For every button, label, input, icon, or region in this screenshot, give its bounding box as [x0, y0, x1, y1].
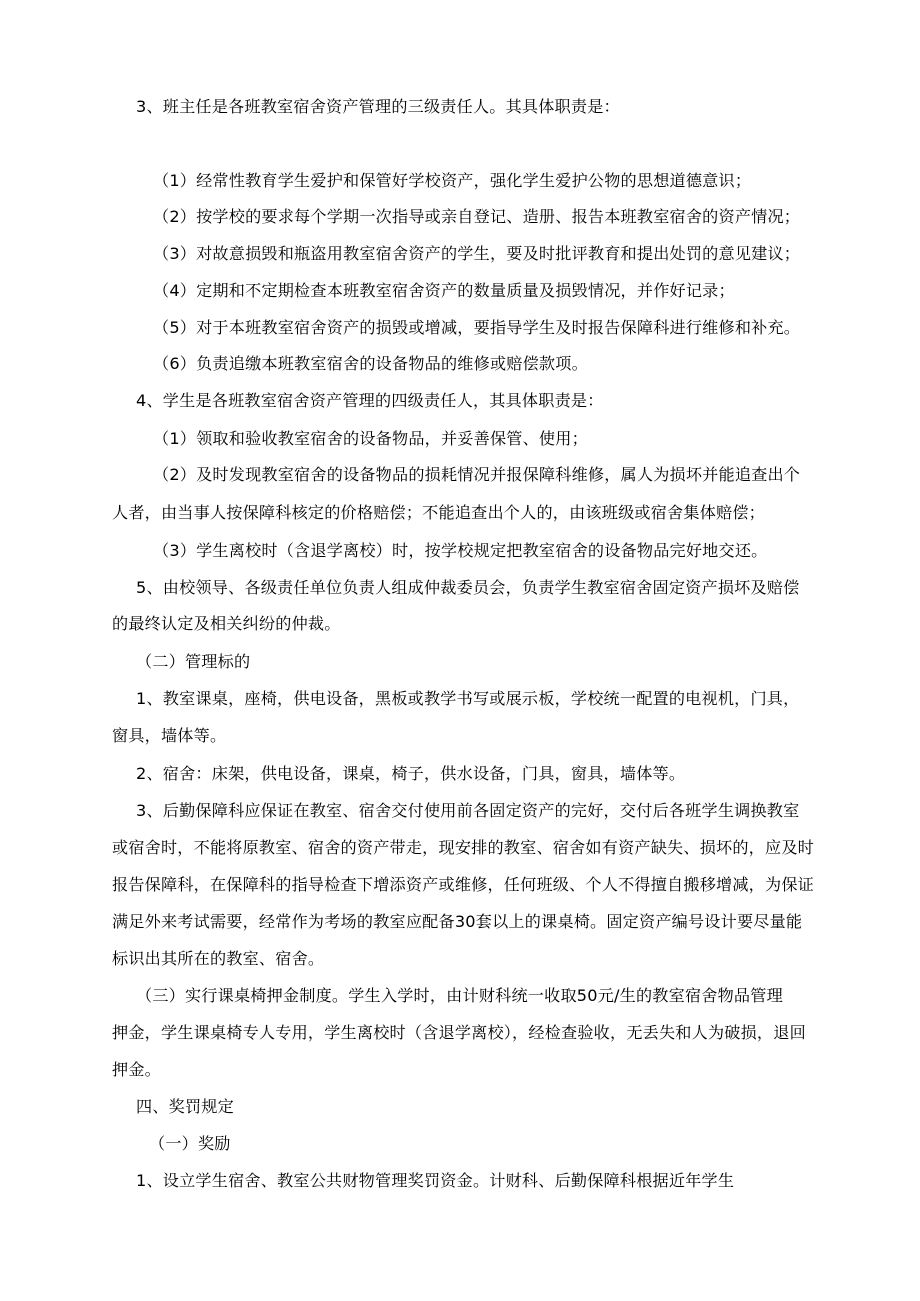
- paragraph-line: （4）定期和不定期检查本班教室宿舍资产的数量质量及损毁情况，并作好记录；: [153, 281, 735, 300]
- paragraph-line: 押金。: [112, 1060, 161, 1079]
- paragraph-line: 窗具，墙体等。: [112, 726, 227, 745]
- paragraph-line: （1）经常性教育学生爱护和保管好学校资产，强化学生爱护公物的思想道德意识；: [153, 171, 752, 190]
- paragraph-line: （3）对故意损毁和瓶盗用教室宿舍资产的学生，要及时批评教育和提出处罚的意见建议；: [153, 244, 801, 263]
- paragraph-line: 报告保障科，在保障科的指导检查下增添资产或维修，任何班级、个人不得擅自搬移增减，为保证: [112, 875, 814, 894]
- paragraph-line: 2、宿舍：床架，供电设备，课桌，椅子，供水设备，门具，窗具，墙体等。: [136, 764, 686, 783]
- section-heading: （一）奖励: [149, 1134, 231, 1153]
- paragraph-line: 4、学生是各班教室宿舍资产管理的四级责任人，其具体职责是：: [136, 391, 604, 410]
- paragraph-line: 满足外来考试需要，经常作为考场的教室应配备30套以上的课桌椅。固定资产编号设计要尽量能: [112, 912, 803, 931]
- paragraph-line: 人者，由当事人按保障科核定的价格赔偿；不能追查出个人的，由该班级或宿舍集体赔偿；: [112, 503, 765, 522]
- paragraph-line: （三）实行课桌椅押金制度。学生入学时，由计财科统一收取50元/生的教室宿舍物品管理: [136, 986, 783, 1005]
- paragraph-line: 5、由校领导、各级责任单位负责人组成仲裁委员会，负责学生教室宿舍固定资产损坏及赔偿: [136, 578, 800, 597]
- paragraph-line: 或宿舍时，不能将原教室、宿舍的资产带走，现安排的教室、宿舍如有资产缺失、损坏的，应及时: [112, 838, 814, 857]
- paragraph-line: 1、教室课桌，座椅，供电设备，黑板或教学书写或展示板，学校统一配置的电视机，门具，: [136, 689, 800, 708]
- paragraph-line: （5）对于本班教室宿舍资产的损毁或增减，要指导学生及时报告保障科进行维修和补充。: [153, 318, 801, 337]
- paragraph-line: 标识出其所在的教室、宿舍。: [112, 949, 325, 968]
- paragraph-line: 的最终认定及相关纠纷的仲裁。: [112, 614, 341, 633]
- paragraph-line: 押金，学生课桌椅专人专用，学生离校时（含退学离校），经检查验收，无丢失和人为破损，退回: [112, 1023, 806, 1042]
- paragraph-line: 3、班主任是各班教室宿舍资产管理的三级责任人。其具体职责是：: [136, 97, 620, 116]
- section-heading: 四、奖罚规定: [136, 1097, 234, 1116]
- paragraph-line: （6）负责追缴本班教室宿舍的设备物品的维修或赔偿款项。: [153, 354, 588, 373]
- paragraph-line: 1、设立学生宿舍、教室公共财物管理奖罚资金。计财科、后勤保障科根据近年学生: [136, 1171, 735, 1190]
- paragraph-line: （2）按学校的要求每个学期一次指导或亲自登记、造册、报告本班教室宿舍的资产情况；: [153, 207, 801, 226]
- section-heading: （二）管理标的: [136, 652, 251, 671]
- paragraph-line: （3）学生离校时（含退学离校）时，按学校规定把教室宿舍的设备物品完好地交还。: [153, 541, 768, 560]
- paragraph-line: （1）领取和验收教室宿舍的设备物品，并妥善保管、使用；: [153, 429, 588, 448]
- paragraph-line: （2）及时发现教室宿舍的设备物品的损耗情况并报保障科维修，属人为损坏并能追查出个: [153, 465, 801, 484]
- paragraph-line: 3、后勤保障科应保证在教室、宿舍交付使用前各固定资产的完好，交付后各班学生调换教室: [136, 801, 800, 820]
